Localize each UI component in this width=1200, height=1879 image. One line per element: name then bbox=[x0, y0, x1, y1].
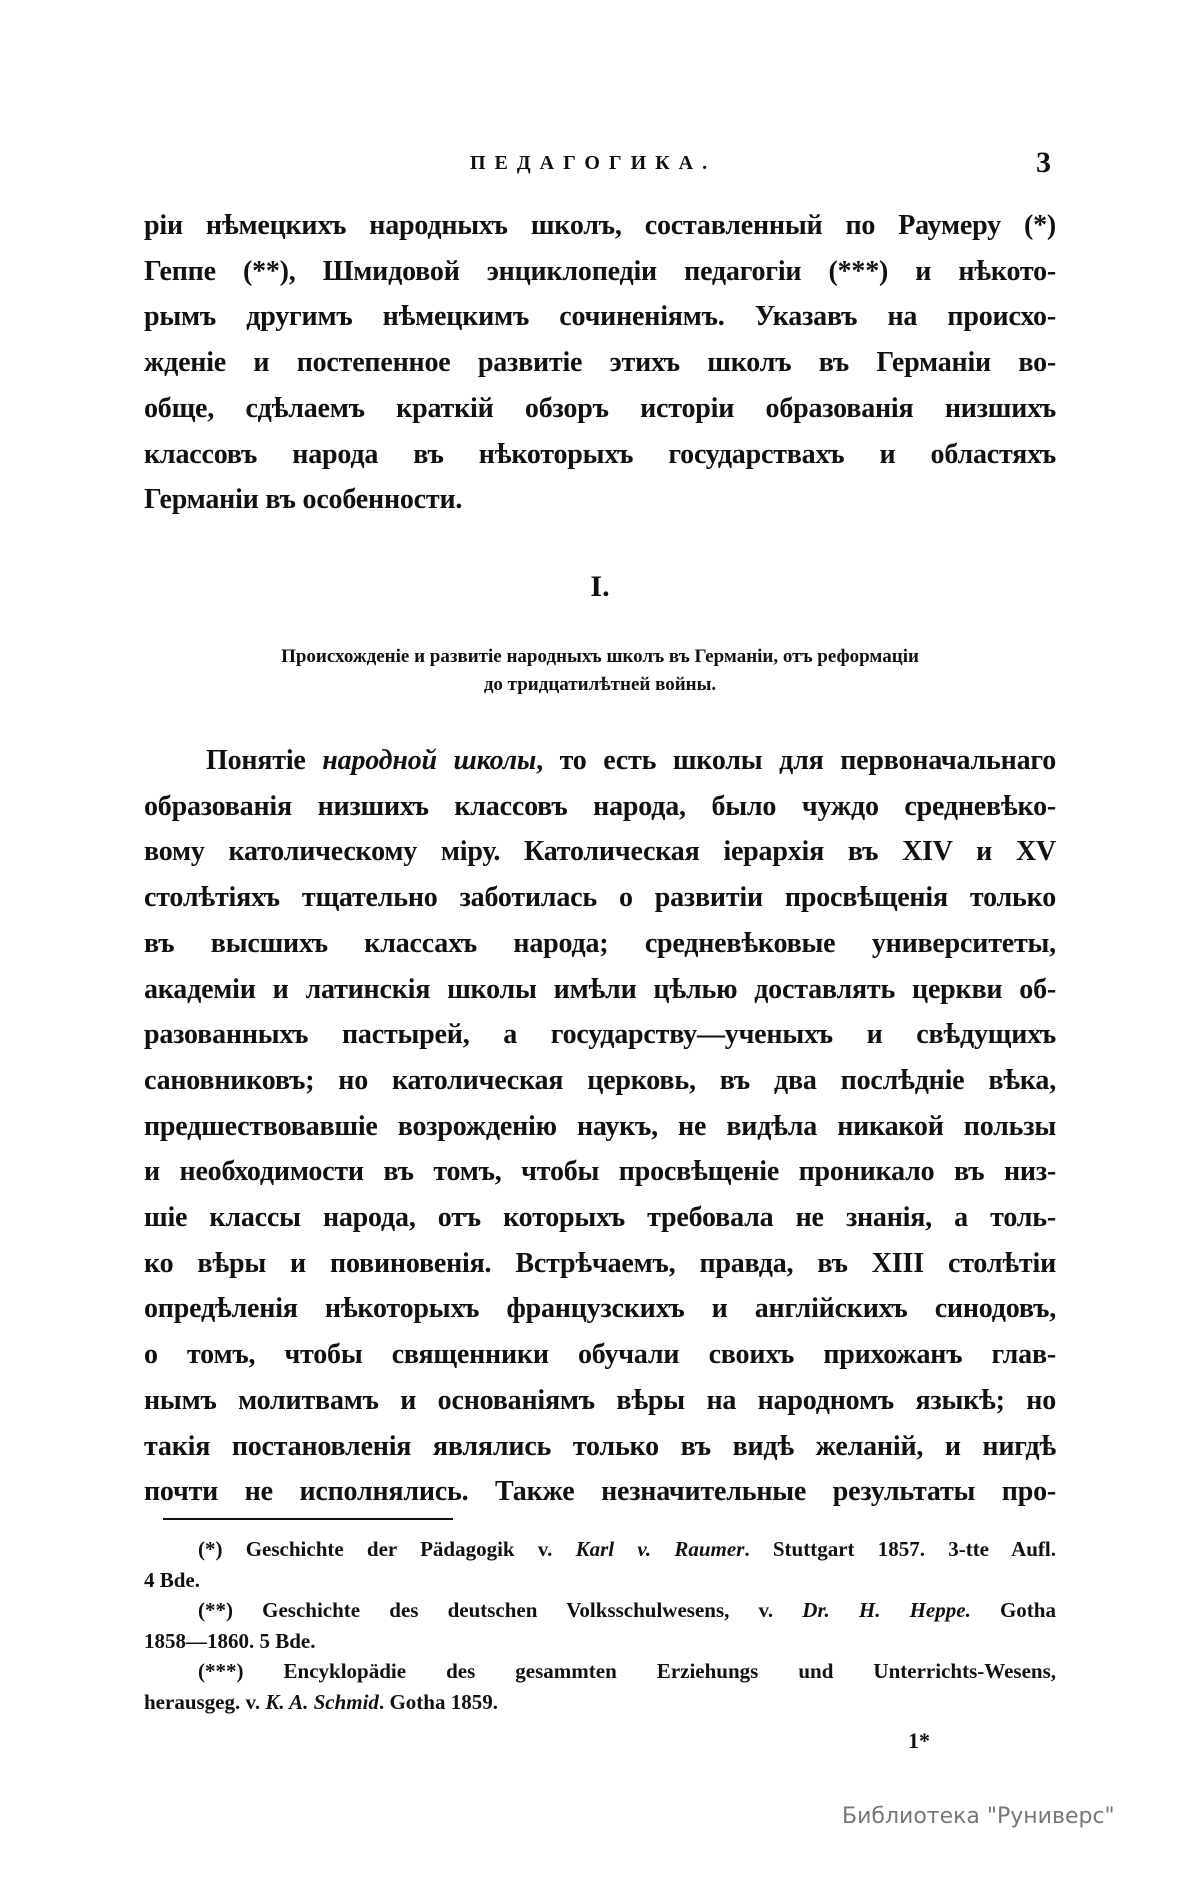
text-line bbox=[144, 301, 1056, 333]
italic-text-segment: K. A. Schmid bbox=[265, 1689, 379, 1714]
text-line bbox=[144, 836, 1056, 868]
footnote-divider bbox=[163, 1518, 453, 1520]
text-segment: Геппе (**), Шмидовой энциклопедіи педагогіи (***) и нѣкото- bbox=[144, 255, 1056, 287]
page-number: 3 bbox=[1036, 146, 1051, 179]
italic-text-segment: Karl v. Raumer bbox=[575, 1537, 745, 1561]
text-line bbox=[144, 256, 1056, 288]
text-line bbox=[144, 1065, 1056, 1097]
text-segment: (*) Geschichte der Pädagogik v. bbox=[198, 1537, 576, 1561]
text-segment: Германіи въ особенности. bbox=[144, 484, 463, 516]
text-segment: академіи и латинскія школы имѣли цѣлью доставлять церкви об- bbox=[144, 973, 1056, 1005]
text-segment: шіе классы народа, отъ которыхъ требовала не знанія, а толь- bbox=[144, 1202, 1056, 1233]
text-line bbox=[144, 1248, 1056, 1280]
text-segment: нымъ молитвамъ и основаніямъ вѣры на народномъ языкѣ; но bbox=[144, 1384, 1056, 1416]
text-line bbox=[144, 1019, 1056, 1051]
text-segment: въ высшихъ классахъ народа; средневѣковые университеты, bbox=[144, 927, 1056, 959]
text-line bbox=[144, 439, 1056, 471]
text-line bbox=[144, 393, 1056, 425]
footnote-line bbox=[144, 1690, 1056, 1715]
footnote-line bbox=[144, 1629, 1056, 1654]
text-segment: предшествовавшіе возрожденію наукъ, не видѣла никакой пользы bbox=[144, 1110, 1056, 1142]
text-segment: такія постановленія являлись только въ видѣ желаній, и нигдѣ bbox=[144, 1430, 1056, 1462]
text-segment: ріи нѣмецкихъ народныхъ школъ, составленный по Раумеру (*) bbox=[144, 210, 1056, 241]
text-line bbox=[144, 1476, 1056, 1508]
running-title: ПЕДАГОГИКА. bbox=[470, 152, 717, 174]
text-segment: сановниковъ; но католическая церковь, въ два послѣдніе вѣка, bbox=[144, 1064, 1056, 1096]
text-line bbox=[144, 1111, 1056, 1143]
text-segment: ко вѣры и повиновенія. Встрѣчаемъ, правда, въ XIII столѣтіи bbox=[144, 1247, 1056, 1279]
text-line bbox=[144, 1293, 1056, 1325]
italic-text-segment: Dr. H. Heppe. bbox=[802, 1598, 971, 1622]
text-segment: . Gotha 1859. bbox=[378, 1689, 498, 1714]
text-line bbox=[144, 210, 1056, 242]
footnote-line bbox=[198, 1537, 1056, 1562]
text-segment: классовъ народа въ нѣкоторыхъ государствахъ и областяхъ bbox=[144, 438, 1056, 470]
text-line bbox=[144, 1202, 1056, 1234]
text-line bbox=[144, 974, 1056, 1006]
text-line bbox=[144, 1385, 1056, 1417]
text-segment: и необходимости въ томъ, чтобы просвѣщеніе проникало въ низ- bbox=[144, 1156, 1056, 1188]
section-subtitle-line: до тридцатилѣтней войны. bbox=[483, 674, 717, 695]
text-segment: рымъ другимъ нѣмецкимъ сочиненіямъ. Указавъ на происхо- bbox=[144, 301, 1056, 333]
footnote-line bbox=[198, 1659, 1056, 1684]
footnote-line bbox=[144, 1568, 1056, 1593]
text-line bbox=[144, 347, 1056, 379]
text-segment: о томъ, чтобы священники обучали своихъ прихожанъ глав- bbox=[144, 1339, 1056, 1371]
text-line bbox=[144, 791, 1056, 823]
text-segment: обще, сдѣлаемъ краткій обзоръ исторіи образованія низшихъ bbox=[144, 392, 1056, 424]
text-line bbox=[144, 1339, 1056, 1371]
text-segment: herausgeg. v. bbox=[144, 1689, 266, 1714]
text-segment: образованія низшихъ классовъ народа, было чуждо средневѣко- bbox=[144, 790, 1056, 822]
text-segment: разованныхъ пастырей, а государству—ученыхъ и свѣдущихъ bbox=[144, 1019, 1056, 1051]
text-segment: вому католическому міру. Католическая іерархія въ XIV и XV bbox=[144, 836, 1056, 868]
text-line bbox=[144, 1156, 1056, 1188]
text-line bbox=[144, 484, 1056, 516]
text-line bbox=[144, 928, 1056, 960]
text-line bbox=[206, 745, 1056, 777]
text-segment: Gotha bbox=[970, 1598, 1056, 1622]
footnote-line bbox=[198, 1598, 1056, 1623]
library-watermark: Библиотека "Руниверс" bbox=[842, 1804, 1115, 1829]
signature-mark: 1* bbox=[908, 1728, 930, 1753]
text-segment: опредѣленія нѣкоторыхъ французскихъ и англійскихъ синодовъ, bbox=[144, 1293, 1056, 1325]
text-segment: Понятіе bbox=[206, 745, 323, 776]
italic-text-segment: народной школы bbox=[322, 745, 537, 776]
text-segment: . Stuttgart 1857. 3-tte Aufl. bbox=[744, 1537, 1056, 1561]
section-number: I. bbox=[590, 570, 610, 603]
text-segment: жденіе и постепенное развитіе этихъ школъ въ Германіи во- bbox=[144, 347, 1056, 379]
text-line bbox=[144, 1431, 1056, 1463]
text-segment: (**) Geschichte des deutschen Volksschulwesens, v. bbox=[198, 1598, 803, 1622]
text-segment: 4 Bde. bbox=[144, 1567, 201, 1592]
text-segment: почти не исполнялись. Также незначительные результаты про- bbox=[144, 1476, 1056, 1508]
text-segment: , то есть школы для первоначальнаго bbox=[536, 745, 1057, 776]
text-segment: (***) Encyklopädie des gesammten Erziehungs und Unterrichts-Wesens, bbox=[198, 1659, 1056, 1683]
text-line bbox=[144, 882, 1056, 914]
text-segment: 1858—1860. 5 Bde. bbox=[144, 1628, 316, 1653]
text-segment: столѣтіяхъ тщательно заботилась о развитіи просвѣщенія только bbox=[144, 882, 1056, 914]
section-subtitle-line: Происхожденіе и развитіе народныхъ школъ въ Германіи, отъ реформаціи bbox=[281, 646, 919, 667]
